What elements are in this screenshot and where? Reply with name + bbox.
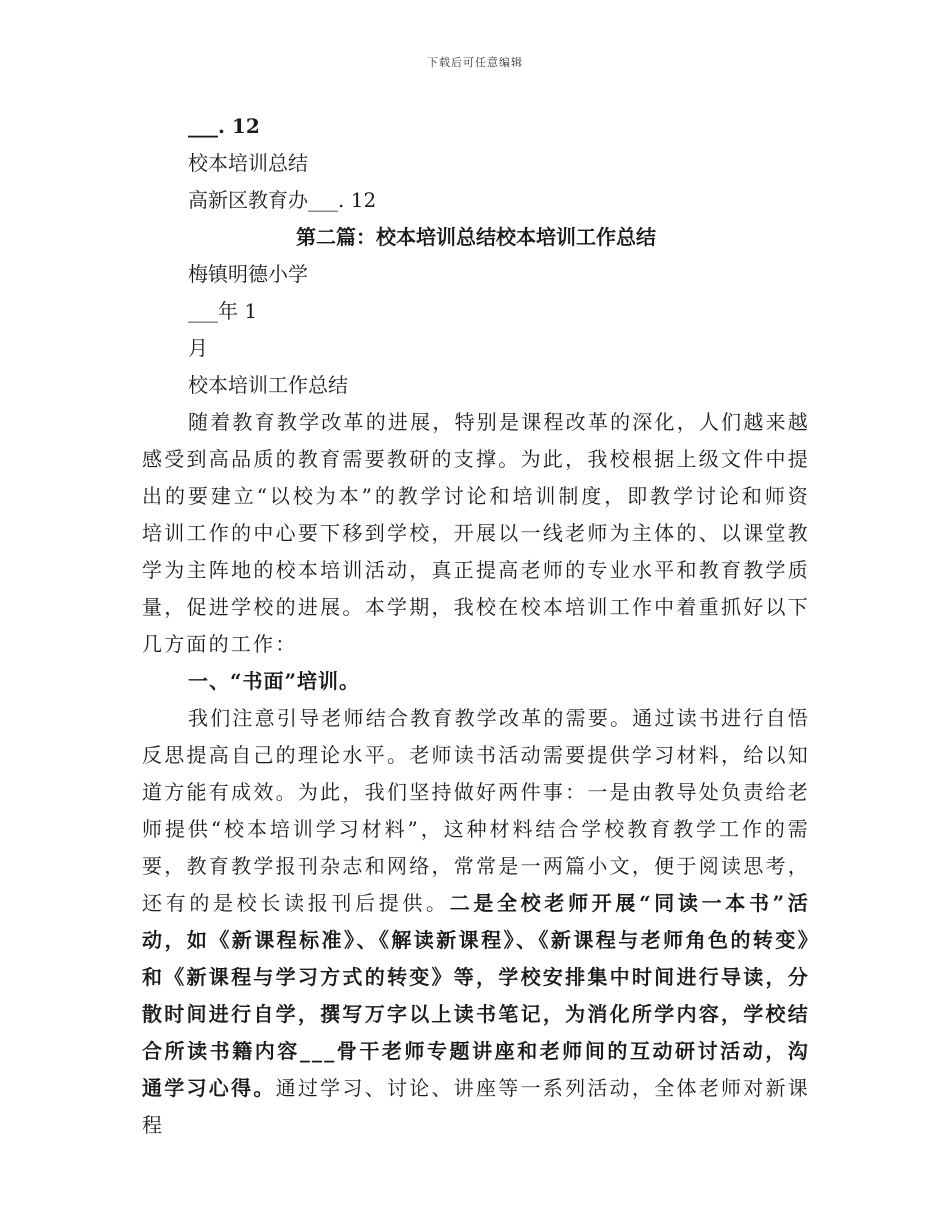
section-heading-written-training: 一、“书面”培训。 — [188, 669, 361, 693]
paragraph-text: 我们注意引导老师结合教育教学改革的需要。通过读书进行自悟反思提高自己的理论水平。老师读书活动需要提供学习材料，给以知道方能有成效。为此，我们坚持做好两件事：一是由教导处负责给老师提供“校本培训学习材料”，这种材料结合学校教育教学工作的需要，教育教学报刊杂志和网络，常常是一两篇小文，便于阅读思考，还有的是校长读报刊后提供。 — [142, 706, 810, 915]
issuer-line: 高新区教育办___. 12 — [188, 188, 377, 212]
section-paragraph — [142, 700, 810, 1144]
date-line: ___. 12 — [188, 114, 260, 138]
school-name: 梅镇明德小学 — [188, 262, 308, 286]
page-header-note: 下载后可任意编辑 — [427, 56, 523, 69]
chapter-title: 第二篇：校本培训总结校本培训工作总结 — [296, 225, 656, 249]
month-line: 月 — [188, 336, 208, 360]
summary-label: 校本培训总结 — [188, 151, 308, 175]
intro-paragraph: 随着教育教学改革的进展，特别是课程改革的深化，人们越来越感受到高品质的教育需要教研的支撑。为此，我校根据上级文件中提出的要建立“以校为本”的教学讨论和培训制度，即教学讨论和师资培训工作的中心要下移到学校，开展以一线老师为主体的、以课堂教学为主阵地的校本培训活动，真正提高老师的专业水平和教育教学质量，促进学校的进展。本学期，我校在校本培训工作中着重抓好以下几方面的工作： — [142, 410, 810, 656]
work-summary-title: 校本培训工作总结 — [188, 373, 348, 397]
year-line: ___年 1 — [188, 299, 258, 323]
paragraph-bold-text: 二是全校老师开展“同读一本书”活动，如《新课程标准》、《解读新课程》、《新课程与老师角色的转变》和《新课程与学习方式的转变》等，学校安排集中时间进行导读，分散时间进行自学，撰写万字以上读书笔记，为消化所学内容，学校结合所读书籍内容___骨干老师专题讲座和老师间的互动研讨活动，沟通学习心得。 — [142, 891, 810, 1100]
paragraph-tail-text: 通过学习、讨论、讲座等一系列活动，全体老师对新课程 — [142, 1076, 810, 1137]
document-body — [142, 108, 810, 1144]
